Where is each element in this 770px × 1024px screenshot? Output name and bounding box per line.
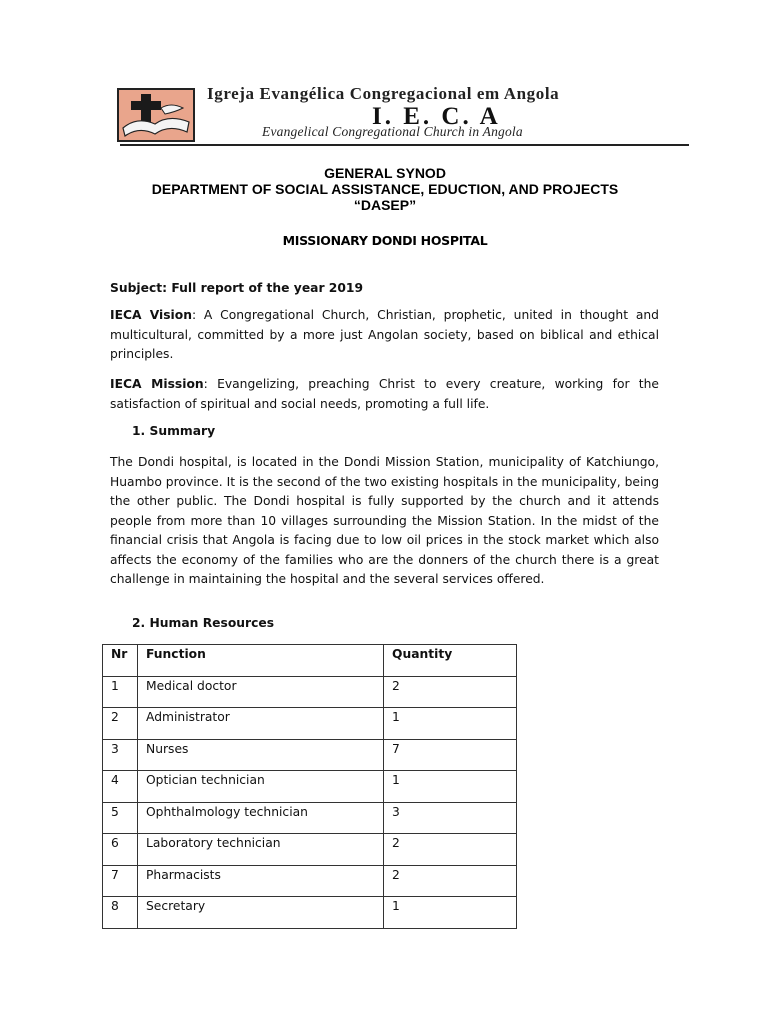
cell-function: Optician technician (138, 771, 384, 803)
table-row (103, 771, 517, 803)
cell-nr: 5 (103, 802, 138, 834)
cell-quantity: 1 (384, 897, 517, 929)
mission-label: IECA Mission (110, 377, 204, 391)
ieca-logo-icon (117, 88, 195, 142)
cell-nr: 1 (103, 676, 138, 708)
table-header-row (103, 645, 517, 677)
table-row (103, 865, 517, 897)
cell-nr: 6 (103, 834, 138, 866)
header-function: Function (138, 645, 384, 677)
report-subject: Subject: Full report of the year 2019 (110, 281, 364, 295)
table-row (103, 708, 517, 740)
header-quantity: Quantity (384, 645, 517, 677)
cell-nr: 7 (103, 865, 138, 897)
cell-function: Secretary (138, 897, 384, 929)
cell-quantity: 2 (384, 865, 517, 897)
cell-function: Administrator (138, 708, 384, 740)
table-row (103, 802, 517, 834)
title-department: DEPARTMENT OF SOCIAL ASSISTANCE, EDUCTION, AND PROJECTS (151, 181, 619, 197)
summary-heading: 1. Summary (132, 424, 216, 438)
title-hospital: MISSIONARY DONDI HOSPITAL (282, 233, 488, 248)
cell-function: Pharmacists (138, 865, 384, 897)
cell-function: Ophthalmology technician (138, 802, 384, 834)
title-dasep: “DASEP” (353, 197, 417, 213)
human-resources-table (102, 644, 517, 929)
cell-nr: 4 (103, 771, 138, 803)
table-row (103, 897, 517, 929)
cell-nr: 3 (103, 739, 138, 771)
table-row (103, 834, 517, 866)
vision-label: IECA Vision (110, 308, 192, 322)
letterhead-acronym: I. E. C. A (372, 103, 501, 130)
cell-nr: 8 (103, 897, 138, 929)
letterhead-divider (120, 144, 689, 146)
summary-paragraph: The Dondi hospital, is located in the Dondi Mission Station, municipality of Katchiungo, Huambo province. It is the second of the two existing hospitals in the municipality, being the other public. The Dondi hospital is fully supported by the church and it attends people from more than 10 villages surrounding the Mission Station. In the midst of the financial crisis that Angola is facing due to low oil prices in the stock market which also affects the economy of the families who are the donners of the church there is a great challenge in maintaining the hospital and the several services offered. (110, 455, 659, 586)
title-general-synod: GENERAL SYNOD (324, 165, 446, 181)
mission-text: : Evangelizing, preaching Christ to every creature, working for the satisfaction of spiritual and social needs, promoting a full life. (110, 377, 659, 411)
cell-quantity: 1 (384, 708, 517, 740)
cell-quantity: 7 (384, 739, 517, 771)
cell-quantity: 2 (384, 834, 517, 866)
vision-paragraph (110, 306, 659, 365)
cell-function: Nurses (138, 739, 384, 771)
cell-function: Medical doctor (138, 676, 384, 708)
table-row (103, 676, 517, 708)
cell-quantity: 3 (384, 802, 517, 834)
header-nr: Nr (103, 645, 138, 677)
human-resources-heading: 2. Human Resources (132, 616, 275, 630)
cell-quantity: 2 (384, 676, 517, 708)
mission-paragraph (110, 375, 659, 414)
cell-nr: 2 (103, 708, 138, 740)
cell-quantity: 1 (384, 771, 517, 803)
cell-function: Laboratory technician (138, 834, 384, 866)
vision-text: : A Congregational Church, Christian, prophetic, united in thought and multicultural, committed by a more just Angolan society, based on biblical and ethical principles. (110, 308, 659, 361)
table-row (103, 739, 517, 771)
letterhead-name-portuguese: Igreja Evangélica Congregacional em Angola (207, 84, 560, 103)
table-body (103, 676, 517, 928)
letterhead-name-english: Evangelical Congregational Church in Angola (262, 124, 523, 139)
